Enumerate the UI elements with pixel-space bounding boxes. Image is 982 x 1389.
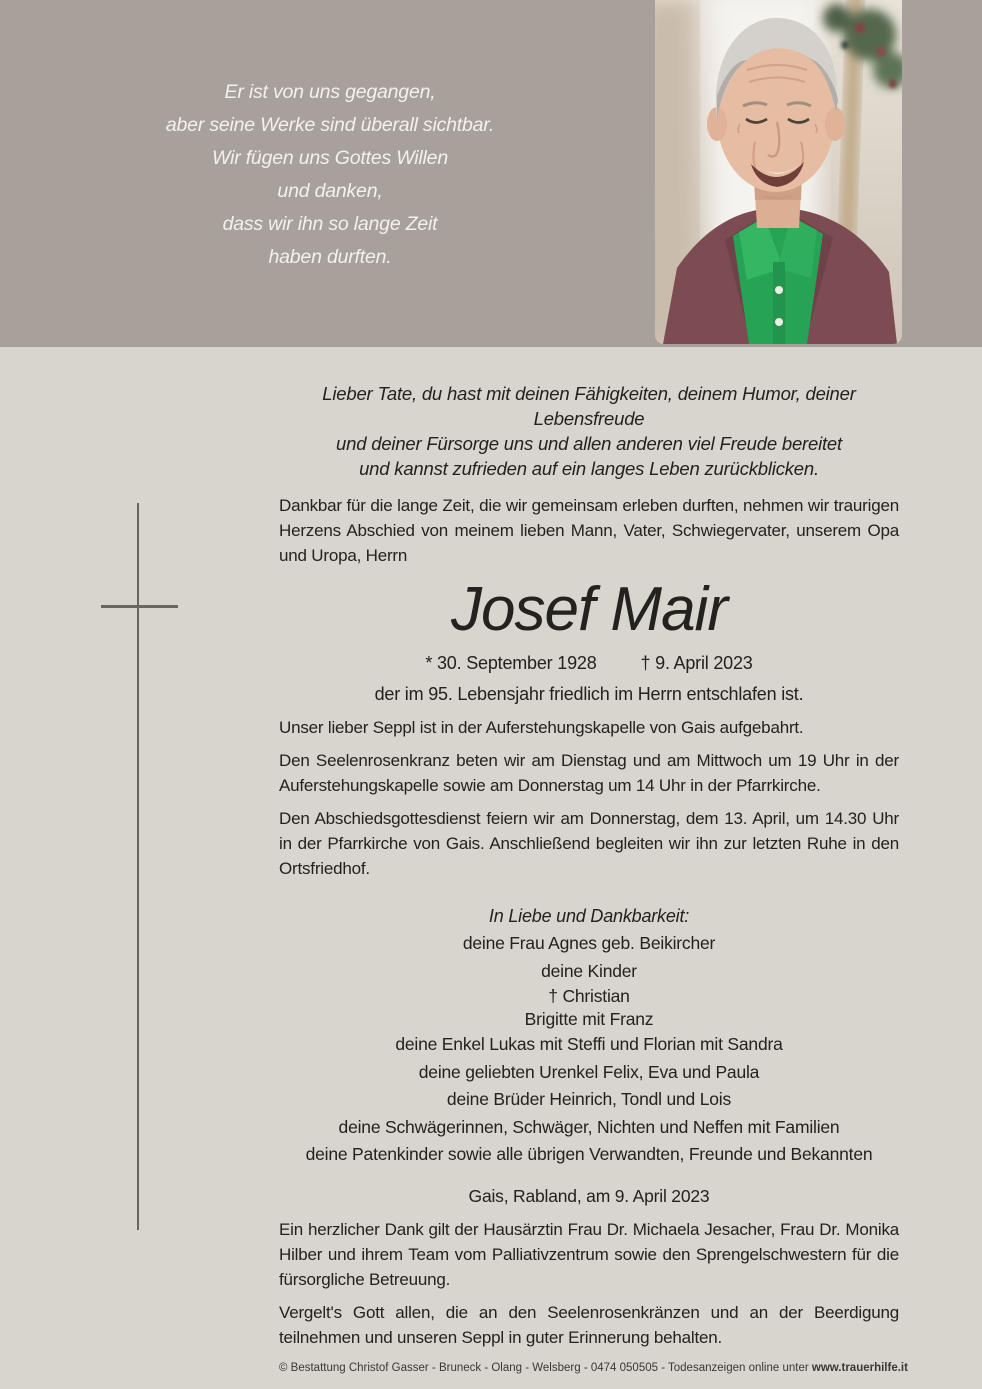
- memorial-poem: [10, 76, 650, 274]
- poem-line: dass wir ihn so lange Zeit: [222, 213, 438, 235]
- funeral-home-footer: [279, 1361, 908, 1375]
- mourners-list: [279, 903, 899, 1209]
- announcement-paragraph: Dankbar für die lange Zeit, die wir gemeinsam erleben durften, nehmen wir traurigen Herzens Abschied von meinem lieben Mann, Vater, Schwiegervater, unserem Opa und Uropa, Herrn: [279, 496, 899, 565]
- mourner-line: deine Patenkinder sowie alle übrigen Verwandten, Freunde und Bekannten: [305, 1144, 873, 1164]
- laying-out-paragraph: Unser lieber Seppl ist in der Auferstehungskapelle von Gais aufgebahrt.: [279, 718, 804, 737]
- deceased-name: Josef Mair: [451, 575, 727, 644]
- age-line: der im 95. Lebensjahr friedlich im Herrn entschlafen ist.: [374, 684, 804, 704]
- footer-website-link: www.trauerhilfe.it: [811, 1362, 908, 1374]
- poem-line: aber seine Werke sind überall sichtbar.: [165, 114, 495, 136]
- thanks-doctors-paragraph: Ein herzlicher Dank gilt der Hausärztin Frau Dr. Michaela Jesacher, Frau Dr. Monika Hilber und ihrem Team vom Palliativzentrum sowie den Sprengelschwestern für die fürsorgliche Betreuung.: [279, 1219, 899, 1289]
- rosary-paragraph: Den Seelenrosenkranz beten wir am Dienstag und am Mittwoch um 19 Uhr in der Auferstehungskapelle sowie am Donnerstag um 14 Uhr in der Pfarrkirche.: [279, 751, 899, 795]
- thanks-attendees-paragraph: Vergelt's Gott allen, die an den Seelenrosenkränzen und an der Beerdigung teilnehmen und unseren Seppl in guter Erinnerung behalten.: [279, 1302, 899, 1347]
- memorial-header-band: [0, 0, 982, 347]
- poem-line: Wir fügen uns Gottes Willen: [212, 147, 448, 169]
- birth-date: * 30. September 1928: [425, 653, 597, 673]
- mourner-line: deine Schwägerinnen, Schwäger, Nichten und Neffen mit Familien: [338, 1116, 840, 1137]
- life-dates: [279, 650, 899, 676]
- mourner-line: † Christian: [548, 986, 630, 1006]
- mourner-line: deine geliebten Urenkel Felix, Eva und Paula: [418, 1061, 760, 1082]
- mourner-line: deine Enkel Lukas mit Steffi und Florian mit Sandra: [395, 1034, 783, 1054]
- mourner-line: deine Frau Agnes geb. Beikircher: [462, 933, 716, 953]
- poem-line: und danken,: [277, 180, 383, 202]
- footer-text: © Bestattung Christof Gasser - Bruneck - Olang - Welsberg - 0474 050505 - Todesanzeigen online unter: [279, 1362, 809, 1374]
- dedication-line: und kannst zufrieden auf ein langes Leben zurückblicken.: [359, 458, 819, 479]
- poem-line: Er ist von uns gegangen,: [224, 81, 436, 103]
- dedication-text: [279, 381, 899, 481]
- cross-horizontal-line: [101, 605, 178, 608]
- place-and-date: Gais, Rabland, am 9. April 2023: [468, 1185, 710, 1206]
- mourners-heading: In Liebe und Dankbarkeit:: [488, 906, 690, 926]
- death-date: † 9. April 2023: [640, 653, 753, 673]
- dedication-line: und deiner Fürsorge uns und allen anderen viel Freude bereitet: [336, 433, 842, 454]
- dedication-line: Lieber Tate, du hast mit deinen Fähigkeiten, deinem Humor, deiner Lebensfreude: [322, 383, 856, 429]
- mourner-line: deine Kinder: [541, 960, 637, 981]
- obituary-content: [279, 347, 899, 1350]
- mourner-line: deine Brüder Heinrich, Tondl und Lois: [446, 1089, 732, 1109]
- cross-vertical-line: [137, 503, 139, 1230]
- funeral-service-paragraph: Den Abschiedsgottesdienst feiern wir am Donnerstag, dem 13. April, um 14.30 Uhr in der Pfarrkirche von Gais. Anschließend begleiten wir ihn zur letzten Ruhe in den Ortsfriedhof.: [279, 809, 899, 878]
- poem-line: haben durften.: [268, 246, 392, 268]
- portrait-photo: [655, 0, 902, 344]
- mourner-line: Brigitte mit Franz: [524, 1009, 654, 1029]
